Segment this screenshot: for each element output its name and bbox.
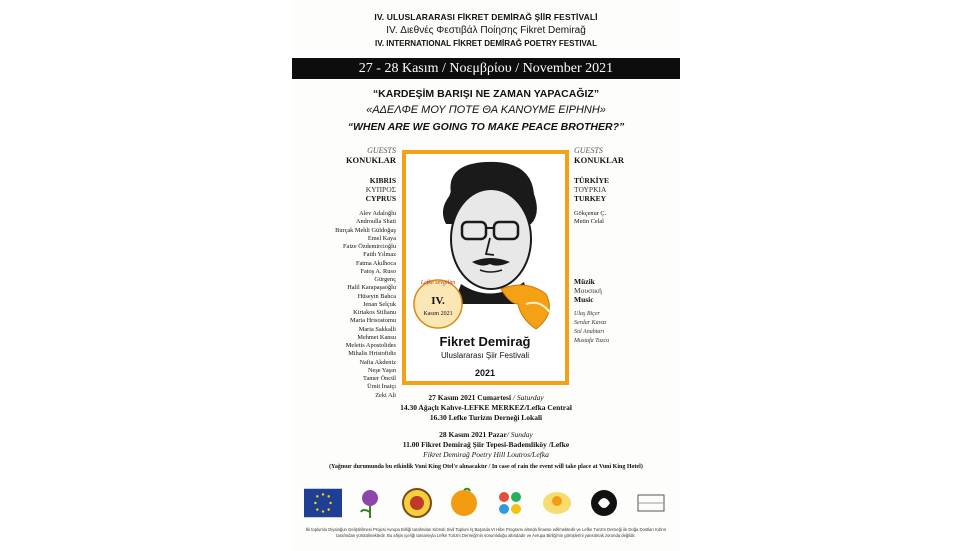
schedule-day2 bbox=[292, 430, 680, 460]
music-label-en: Music bbox=[574, 294, 594, 304]
header-english: IV. INTERNATIONAL FİKRET DEMİRAĞ POETRY FESTIVAL bbox=[375, 39, 597, 48]
festival-poster bbox=[292, 0, 680, 551]
guest-name: Gökçenur Ç. bbox=[574, 210, 607, 217]
theme-english: “WHEN ARE WE GOING TO MAKE PEACE BROTHER?” bbox=[347, 121, 625, 133]
day1-line1: 14.30 Ağaçlı Kahve-LEFKE MERKEZ/Lefka Central bbox=[400, 403, 572, 412]
guest-name: Mihalis Hristofidis bbox=[348, 350, 396, 358]
portrait-poster bbox=[406, 154, 565, 381]
guests-label-tr-right: KONUKLAR bbox=[574, 155, 625, 165]
orange-logo bbox=[445, 484, 483, 522]
black-emblem-logo bbox=[585, 484, 623, 522]
guest-name: Nafia Akdeniz bbox=[359, 358, 396, 366]
month-text: Kasım 2021 bbox=[423, 311, 453, 317]
country-en-right: TURKEY bbox=[574, 194, 607, 203]
theme-turkish: “KARDEŞİM BARIŞI NE ZAMAN YAPACAĞIZ” bbox=[372, 88, 600, 100]
day2-date: 28 Kasım 2021 Pazar bbox=[439, 430, 507, 439]
date-bar: 27 - 28 Kasım / Νοεμβρίου / November 2021 bbox=[292, 58, 680, 79]
musician-name: Serdar Kavaz bbox=[574, 319, 607, 326]
guest-name: Mehmet Kansu bbox=[357, 333, 396, 341]
guest-name: Burçak Mehli Güldoğuş bbox=[335, 226, 396, 234]
flower-logo bbox=[351, 484, 389, 522]
country-gr-right: ΤΟΥΡΚΙΑ bbox=[574, 185, 607, 194]
colorful-people-logo bbox=[491, 484, 529, 522]
country-gr: ΚΥΠΡΟΣ bbox=[365, 185, 396, 194]
musician-name: Sol Anahtarı bbox=[574, 328, 605, 335]
guest-name: Maria Hrisostomu bbox=[350, 317, 396, 325]
day1-date: 27 Kasım 2021 Cumartesi bbox=[428, 393, 512, 402]
music-label-gr: Μουσική bbox=[574, 285, 602, 295]
music-label-tr: Müzik bbox=[574, 276, 595, 286]
guest-name: Ümit İnatçı bbox=[367, 383, 396, 391]
sponsor-logos bbox=[304, 482, 670, 524]
guests-label-tr: KONUKLAR bbox=[345, 155, 396, 165]
guest-name: Meletis Apostolides bbox=[345, 342, 396, 349]
guests-label-en-right: GUESTS bbox=[574, 146, 603, 155]
poster-year: 2021 bbox=[474, 368, 496, 378]
eu-flag-logo bbox=[304, 484, 342, 522]
guest-name: Jenan Selçuk bbox=[362, 300, 396, 308]
schedule-day1 bbox=[292, 393, 680, 423]
guest-name: Neşe Yaşın bbox=[368, 366, 396, 374]
country-en: CYPRUS bbox=[365, 194, 396, 203]
portrait-poster-frame bbox=[402, 150, 569, 385]
guest-name: Hüseyin Bahca bbox=[357, 292, 396, 300]
day2-line2: Fikret Demirağ Poetry Hill Loutros/Lefka bbox=[423, 450, 549, 459]
guest-list-cyprus bbox=[292, 210, 396, 400]
theme-greek: «ΑΔΕΛΦΕ ΜΟΥ ΠΟΤΕ ΘΑ ΚΑΝΟΥΜΕ ΕΙΡΗΝΗ» bbox=[366, 104, 606, 116]
guest-name: Androulla Shati bbox=[355, 218, 396, 226]
day2-en: / Sunday bbox=[506, 430, 533, 439]
header-turkish: IV. ULUSLARARASI FİKRET DEMİRAĞ ŞİİR FESTİVALİ bbox=[374, 12, 598, 22]
edition-text: IV. bbox=[431, 295, 445, 307]
circle-emblem-logo bbox=[398, 484, 436, 522]
country-tr-right: TÜRKİYE bbox=[574, 176, 610, 185]
poster-festival: Uluslararası Şiir Festivali bbox=[440, 351, 530, 360]
guest-name: Fatoş A. Ruso bbox=[360, 267, 396, 275]
musician-list bbox=[574, 310, 678, 346]
day1-en: / Saturday bbox=[512, 393, 544, 402]
poster-name: Fikret Demirağ bbox=[439, 334, 531, 349]
guest-name: Metin Celal bbox=[574, 218, 604, 226]
guest-name: Kiriakos Stilianu bbox=[353, 309, 396, 316]
country-tr: KIBRIS bbox=[369, 176, 396, 185]
guest-name: Gürgenç bbox=[374, 276, 396, 283]
header-greek: IV. Διεθνές Φεστιβάλ Ποίησης Fikret Demirağ bbox=[386, 25, 586, 36]
guest-name: Alev Adaloğlu bbox=[359, 210, 396, 217]
ribbon-text: Lefke sevgilim bbox=[420, 280, 456, 286]
citrus-logo bbox=[538, 484, 576, 522]
musician-name: Ulaş Biçer bbox=[574, 310, 600, 317]
portrait-illustration bbox=[406, 154, 565, 381]
guest-list-turkey bbox=[574, 210, 678, 227]
guest-name: Emel Kaya bbox=[367, 234, 396, 242]
guests-turkey-column bbox=[574, 146, 678, 346]
guests-cyprus-column bbox=[292, 146, 396, 400]
guest-name: Halil Karapaşaoğlu bbox=[347, 284, 396, 292]
guests-label-en: GUESTS bbox=[367, 146, 396, 155]
guest-name: Fatih Yılmaz bbox=[363, 251, 396, 259]
day2-line1: 11.00 Fikret Demirağ Şiir Tepesi-Bademliköy /Lefke bbox=[402, 440, 570, 449]
guest-name: Fatma Akılhoca bbox=[355, 259, 396, 267]
guest-name: Faize Özdemircioğlu bbox=[343, 243, 396, 250]
guest-name: Maria Sakkalli bbox=[358, 325, 396, 333]
day1-line2: 16.30 Lefke Turizm Derneği Lokali bbox=[429, 413, 543, 422]
musician-name: Mustafa Tuzcu bbox=[574, 337, 610, 344]
municipality-logo bbox=[632, 484, 670, 522]
footer-disclaimer: İki toplumlu Diyaloğun Geliştirilmesi Projesi Avrupa Birliği tarafından Kıbrıslı Sivil Toplum İş Başında VI Hibe Programı altında finanse edilmektedir ve Lefke Turizm Derneği ile Doğa Dostları Kıbrıs tarafından yürütülmektedir. Bu afişin içeriği tamamıyla Lefke Turizm Derneği'nin sorumluluğu altındadır ve Avrupa Birliği'nin görüşlerini yansıtmak zorunda değildir. bbox=[305, 527, 667, 538]
rain-note: (Yağmur durumunda bu etkinlik Vuni King Otel'e alınacaktır / In case of rain the event will take place at Vuni King Hotel) bbox=[329, 464, 643, 470]
guest-name: Tamer Öncül bbox=[363, 375, 396, 382]
guest-name: Zeki Ali bbox=[375, 391, 396, 399]
